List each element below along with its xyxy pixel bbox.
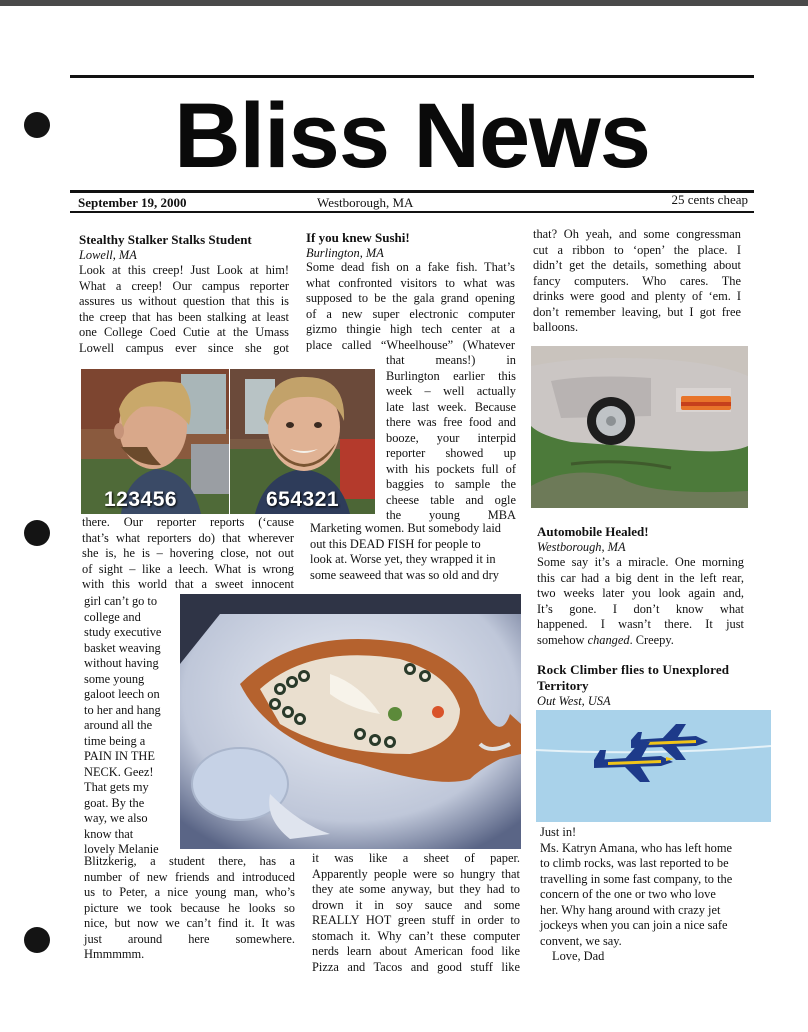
article-headline: If you knew Sushi!	[306, 230, 410, 245]
article-line: there. Our reporter reports (‘cause	[82, 515, 294, 529]
article-location: Burlington, MA	[306, 246, 384, 260]
mugshot-id-label: 123456	[104, 488, 178, 511]
issue-place: Westborough, MA	[317, 195, 414, 210]
article-line: concern of the one or two who love	[540, 887, 716, 901]
article-line: galoot leech on	[84, 687, 160, 701]
article-line: don’t remember leaving, but I got free	[533, 304, 741, 319]
article-line: us to Peter, a nice young man, who’s	[84, 885, 295, 899]
mugshot-id-label: 654321	[266, 488, 340, 511]
article-line: they ate some anyway, but they had to	[312, 882, 520, 896]
article-line: know that	[84, 826, 134, 841]
sushi-platter-photo	[180, 594, 521, 849]
article-line-text: . Creepy.	[629, 632, 674, 647]
article-line: fancy computers. Who cares. The	[533, 273, 741, 288]
article-line: Blitzkerig, a student there, has a	[84, 854, 295, 868]
article-line: one College Coed Cutie at the Umass	[79, 325, 289, 339]
article-line: REALLY HOT green stuff in order to	[312, 913, 520, 927]
article-line: some seaweed that was so old and dry	[310, 567, 499, 582]
article-line: that means!) in	[386, 353, 516, 367]
article-line: supposed to be the gala grand opening	[306, 291, 515, 305]
article-line: the creep that has been stalking at least	[79, 309, 289, 324]
article-line: this car had a big dent in the left rear,	[537, 570, 744, 585]
article-line: what confronted visitors to what was	[306, 275, 515, 290]
issue-date: September 19, 2000	[78, 195, 187, 210]
article-location: Lowell, MA	[79, 248, 137, 262]
article-line: Ms. Katryn Amana, who has left home	[540, 840, 733, 855]
article-line: travelling in some fast company, to the	[540, 871, 733, 886]
article-line: to her and hang	[84, 702, 161, 717]
article-line: didn’t get the details, something about	[533, 258, 741, 272]
article-line: with his pockets full of	[386, 461, 516, 476]
article-line: happened. I wasn’t there. It just	[537, 617, 744, 631]
article-line: drinks were good and plenty of ‘em. I	[533, 289, 741, 303]
article-line: Apparently people were so hungry that	[312, 866, 520, 881]
article-line: it was like a sheet of paper.	[312, 851, 520, 865]
binder-hole-top	[24, 112, 50, 138]
article-line-text: somehow	[537, 632, 588, 647]
article-line: NECK. Geez!	[84, 764, 154, 779]
article-line: she is, he is – hovering close, not out	[82, 546, 294, 560]
article-line: cut a ribbon to ‘open’ the place. I	[533, 242, 741, 257]
article-line: place called “Wheelhouse” (Whatever	[306, 337, 515, 352]
article-line: reporter showed up	[386, 446, 516, 460]
article-headline: Stealthy Stalker Stalks Student	[79, 232, 252, 247]
article-line: stomach it. Why can’t these computer	[312, 928, 520, 943]
article-line: out this DEAD FISH for people to	[310, 536, 481, 551]
article-line: just around here somewhere.	[84, 931, 295, 946]
article-line: goat. By the	[84, 795, 145, 810]
article-location: Westborough, MA	[537, 540, 626, 554]
article-line: Some dead fish on a fake fish. That’s	[306, 260, 515, 274]
article-line: Pizza and Tacos and good stuff like	[312, 959, 520, 974]
article-headline: Automobile Healed!	[537, 524, 649, 539]
article-line: look at. Worse yet, they wrapped it in	[310, 552, 496, 566]
article-line: around all the	[84, 718, 153, 732]
article-line: Lowell campus ever since she got	[79, 340, 289, 355]
binder-hole-bottom	[24, 927, 50, 953]
article-line: the young MBA	[386, 508, 516, 522]
article-line: balloons.	[533, 320, 579, 334]
article-line: drown it in soy sauce and some	[312, 897, 520, 912]
article-line: without having	[84, 656, 159, 670]
article-line: way, we also	[84, 811, 148, 825]
article-line: convent, we say.	[540, 933, 622, 948]
article-headline: Rock Climber flies to Unexplored	[537, 662, 730, 677]
article-line: Look at this creep! Just Look at him!	[79, 263, 289, 277]
article-line: lovely Melanie	[84, 842, 159, 856]
article-line: That gets my	[84, 780, 149, 794]
article-line	[537, 633, 674, 648]
article-line: picture we took because he looks so	[84, 900, 295, 915]
article-line: jockeys when you can join a nice safe	[540, 918, 728, 932]
article-line: Just in!	[540, 825, 577, 839]
article-line: to climb rocks, was last reported to be	[540, 856, 729, 870]
scan-top-edge	[0, 0, 808, 6]
article-line: her. Why hang around with crazy jet	[540, 902, 721, 917]
article-line: of a new super electronic computer	[306, 306, 515, 321]
newspaper-title: Bliss News	[174, 85, 650, 187]
article-line: late last week. Because	[386, 399, 516, 414]
article-line: with this world that a sweet innocent	[82, 577, 294, 591]
article-line: PAIN IN THE	[84, 749, 155, 763]
dateline-bottom-rule	[70, 211, 754, 213]
article-line: number of new friends and introduced	[84, 869, 295, 884]
article-line: What a creep! Our campus reporter	[79, 278, 289, 293]
article-line: week – well actually	[386, 384, 516, 398]
article-line: gizmo thingie high tech center at a	[306, 322, 515, 336]
issue-price: 25 cents cheap	[671, 192, 748, 207]
article-line: Some say it’s a miracle. One morning	[537, 555, 744, 569]
article-emphasis: changed	[587, 632, 630, 647]
article-line: Hmmmmm.	[84, 947, 145, 961]
article-line: of sight – like a leech. What is wrong	[82, 561, 294, 576]
article-location: Out West, USA	[537, 694, 611, 708]
article-line: some young	[84, 671, 145, 686]
article-line: It’s gone. I don’t know what	[537, 601, 744, 616]
article-line: girl can’t go to	[84, 594, 158, 608]
article-headline: Territory	[537, 678, 589, 693]
article-line: booze, your interpid	[386, 430, 516, 445]
article-line: basket weaving	[84, 640, 161, 655]
dateline-top-rule	[70, 190, 754, 193]
binder-hole-middle	[24, 520, 50, 546]
article-line: cheese table and ogle	[386, 492, 516, 507]
article-line: college and	[84, 609, 141, 624]
blue-angels-jets-photo	[536, 710, 771, 822]
article-line: that? Oh yeah, and some congressman	[533, 227, 741, 241]
article-line: nerds learn about American food like	[312, 944, 520, 958]
masthead-top-rule	[70, 75, 754, 78]
article-line: time being a	[84, 733, 146, 748]
article-line: study executive	[84, 625, 162, 639]
article-line: that’s what reporters do) that wherever	[82, 530, 294, 545]
article-line: two weeks later you look again and,	[537, 586, 744, 600]
car-photo	[531, 346, 748, 508]
article-line: Burlington earlier this	[386, 368, 516, 383]
article-line: baggies to sample the	[386, 477, 516, 491]
article-line: nice, but now we can’t find it. It was	[84, 916, 295, 930]
article-line: there was free food and	[386, 415, 516, 429]
article-line: assures us without question that this is	[79, 294, 289, 308]
article-signoff: Love, Dad	[552, 949, 605, 963]
article-line: Marketing women. But somebody laid	[310, 521, 501, 535]
